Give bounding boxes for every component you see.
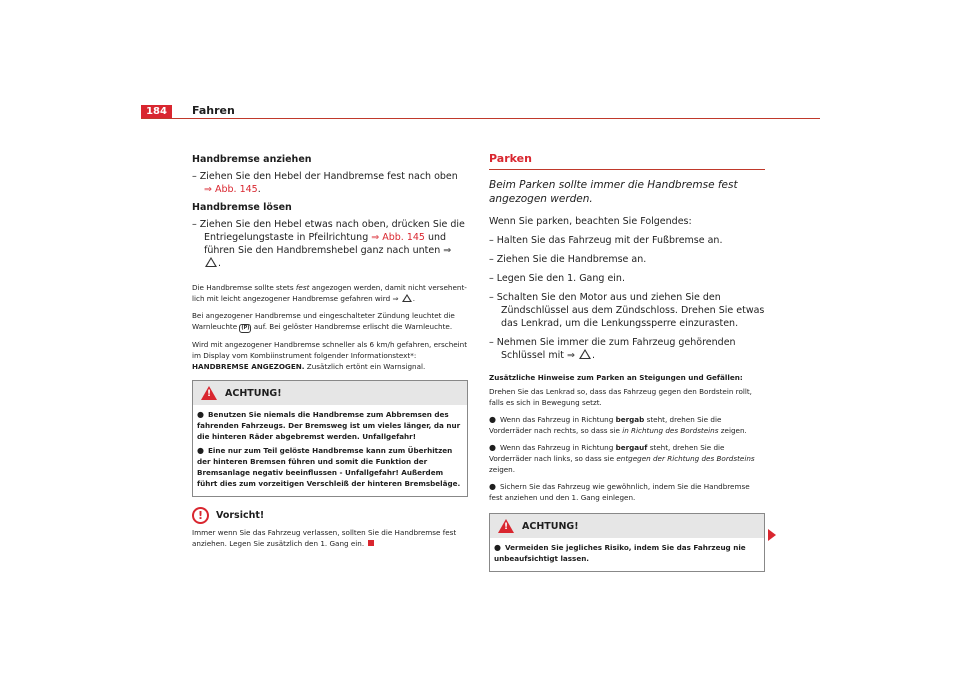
intro-text: Wenn Sie parken, beachten Sie Folgendes: xyxy=(489,216,692,227)
parking-brake-light-icon: (P) xyxy=(241,325,250,331)
bullet-icon: ● xyxy=(197,410,204,419)
parking-step: – Halten Sie das Fahrzeug mit der Fußbremse an. xyxy=(489,235,723,246)
parking-step: – Nehmen Sie immer die zum Fahrzeug gehörenden Schlüssel mit ⇒ . xyxy=(489,337,736,361)
warning-box xyxy=(192,380,468,497)
bullet-icon: ● xyxy=(197,446,204,455)
bullet-icon: ● xyxy=(489,482,496,491)
warning-triangle-icon xyxy=(205,257,217,267)
header-rule xyxy=(141,118,820,119)
right-column xyxy=(489,152,765,582)
caution-text: Immer wenn Sie das Fahrzeug verlassen, sollten Sie die Handbremse fest anziehen. Legen Sie zusätzlich den 1. Gang ein. xyxy=(192,528,457,548)
warning-body xyxy=(490,538,764,571)
parking-step: – Ziehen Sie die Handbremse an. xyxy=(489,254,647,265)
bullet-icon: ● xyxy=(489,443,496,452)
caution-header: ! Vorsicht! xyxy=(192,507,468,524)
section-end-marker-icon xyxy=(368,540,374,546)
bullet-icon: ● xyxy=(494,543,501,552)
warning-box xyxy=(489,513,765,572)
warning-item: ● Vermeiden Sie jegliches Risiko, indem Sie das Fahrzeug nie unbeaufsichtigt lassen. xyxy=(494,543,746,563)
hint-bullet: ● Sichern Sie das Fahrzeug wie gewöhnlich, indem Sie die Handbremse fest anziehen und den 1. Gang einlegen. xyxy=(489,482,750,502)
figure-reference[interactable]: ⇒ Abb. 145 xyxy=(371,232,425,243)
note-speed: Wird mit angezogener Handbremse schneller als 6 km/h gefahren, erscheint im Display vom Kombiinstrument folgender Informationstext*: HANDBREMSE ANGEZOGEN. Zusätzlich ertönt ein Warnsignal. xyxy=(192,340,468,371)
hint-bullet: ● Wenn das Fahrzeug in Richtung bergab steht, drehen Sie die Vorderräder nach rechts, so dass sie in Richtung des Bordsteins zeigen. xyxy=(489,415,747,435)
warning-header: ! ACHTUNG! xyxy=(193,381,467,405)
hint-intro: Drehen Sie das Lenkrad so, dass das Fahrzeug gegen den Bordstein rollt, falls es sich in Bewegung setzt. xyxy=(489,387,752,407)
next-page-arrow-icon[interactable] xyxy=(768,529,776,541)
hint-bullet: ● Wenn das Fahrzeug in Richtung bergauf steht, drehen Sie die Vorderräder nach links, so dass sie entgegen der Richtung des Bordsteins zeigen. xyxy=(489,443,755,474)
note-warning-light: Bei angezogener Handbremse und eingeschalteter Zündung leuchtet die Warnleuchte (P) auf. Bei gelöster Handbremse erlischt die Warnleuchte. xyxy=(192,311,455,331)
running-header: Fahren xyxy=(192,104,235,117)
warning-item: ● Benutzen Sie niemals die Handbremse zum Abbremsen des fahrenden Fahrzeugs. Der Bremsweg ist um vieles länger, da nur die hinteren Räder abgebremst werden. Unfallgefahr! xyxy=(197,410,461,441)
warning-triangle-icon xyxy=(498,519,514,533)
step-apply: – Ziehen Sie den Hebel der Handbremse fest nach oben ⇒ Abb. 145. xyxy=(192,171,458,195)
hint-title: Zusätzliche Hinweise zum Parken an Steigungen und Gefällen: xyxy=(489,373,743,382)
warning-body xyxy=(193,405,467,496)
heading-apply-handbrake: Handbremse anziehen xyxy=(192,154,312,165)
step-release: – Ziehen Sie den Hebel etwas nach oben, drücken Sie die Entriegelungstaste in Pfeilrichtung ⇒ Abb. 145 und führen Sie den Handbremshebel ganz nach unten ⇒ . xyxy=(192,219,465,269)
note-fest: Die Handbremse sollte stets fest angezogen werden, damit nicht versehentlich mit leicht angezogener Handbremse gefahren wird ⇒ . xyxy=(192,283,467,303)
left-column xyxy=(192,154,468,555)
parking-step: – Schalten Sie den Motor aus und ziehen Sie den Zündschlüssel aus dem Zündschloss. Drehen Sie etwas das Lenkrad, um die Lenkungssperre einzurasten. xyxy=(489,292,765,329)
bullet-icon: ● xyxy=(489,415,496,424)
warning-triangle-icon xyxy=(201,386,217,400)
warning-header: ! ACHTUNG! xyxy=(490,514,764,538)
section-rule xyxy=(489,169,765,170)
section-subtitle: Beim Parken sollte immer die Handbremse fest angezogen werden. xyxy=(489,179,738,205)
page-number: 184 xyxy=(141,105,172,119)
parking-step: – Legen Sie den 1. Gang ein. xyxy=(489,273,625,284)
caution-exclamation-icon: ! xyxy=(192,507,209,524)
warning-triangle-icon xyxy=(402,294,412,302)
warning-triangle-icon xyxy=(579,349,591,359)
figure-reference[interactable]: ⇒ Abb. 145 xyxy=(204,184,258,195)
warning-item: ● Eine nur zum Teil gelöste Handbremse kann zum Überhitzen der hinteren Bremsen führen und somit die Funktion der Bremsanlage negativ beeinflussen - Unfallgefahr! Außerdem führt dies zum vorzeitigen Verschleiß der hinteren Bremsbeläge. xyxy=(197,446,461,488)
heading-release-handbrake: Handbremse lösen xyxy=(192,202,292,213)
section-title: Parken xyxy=(489,152,532,165)
